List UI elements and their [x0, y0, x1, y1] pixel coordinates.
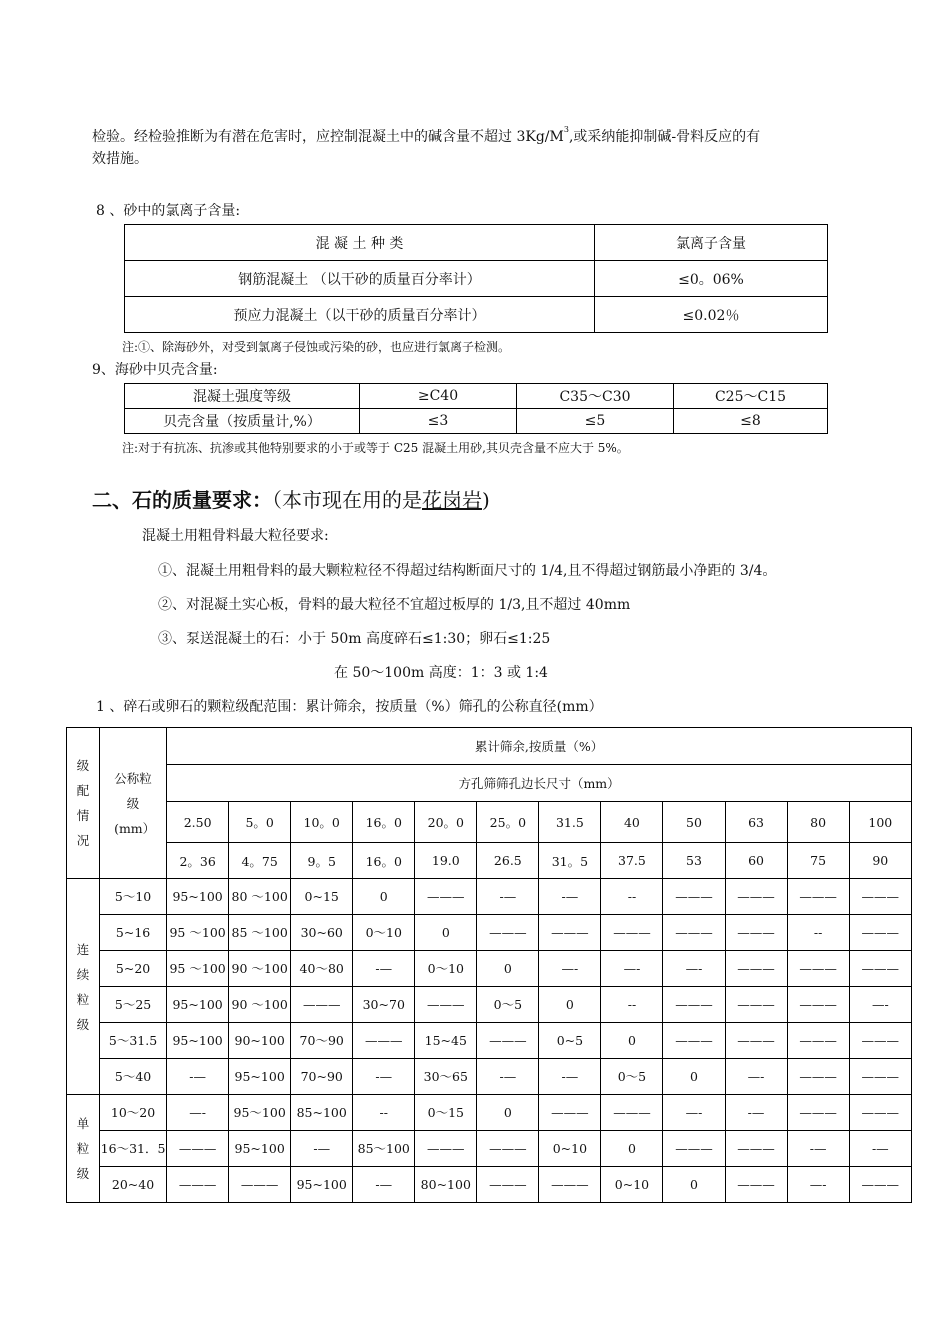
grading-value-cell: 95 ～100 [167, 915, 229, 951]
grading-value-cell: ——— [663, 987, 725, 1023]
sieve-size-cell: 4。75 [229, 843, 291, 879]
grading-value-cell: ——— [725, 1131, 787, 1167]
stone-item-3: ③、泵送混凝土的石：小于 50m 高度碎石≤1:30；卵石≤1:25 [158, 631, 551, 647]
grading-value-cell: ——— [787, 1023, 849, 1059]
grading-row [67, 987, 912, 1023]
grading-value-cell: 0 [539, 987, 601, 1023]
grading-value-cell: 90~100 [229, 1023, 291, 1059]
grading-value-cell: ——— [477, 915, 539, 951]
grading-value-cell: ——— [849, 1167, 911, 1203]
grading-table [66, 727, 912, 1203]
chloride-cell: 预应力混凝土（以干砂的质量百分率计） [125, 297, 595, 333]
grading-value-cell: ——— [353, 1023, 415, 1059]
sieve-size-cell: 100 [849, 802, 911, 843]
grading-value-cell: 70～90 [291, 1023, 353, 1059]
grading-value-cell: 0 [601, 1023, 663, 1059]
grading-row [67, 1023, 912, 1059]
grading-value-cell: ——— [849, 1059, 911, 1095]
grading-value-cell: 0～10 [415, 951, 477, 987]
sieve-size-cell: 9。5 [291, 843, 353, 879]
grading-row [67, 1167, 912, 1203]
sieve-size-cell: 16。0 [353, 802, 415, 843]
grading-value-cell: -— [477, 1059, 539, 1095]
grading-value-cell: ——— [787, 951, 849, 987]
grading-value-cell: ——— [787, 879, 849, 915]
grading-value-cell: 95~100 [167, 1023, 229, 1059]
grading-value-cell: 80~100 [415, 1167, 477, 1203]
grading-value-cell: -— [353, 951, 415, 987]
grading-value-cell: ——— [601, 915, 663, 951]
intro-paragraph [92, 126, 892, 170]
grading-value-cell: ——— [539, 915, 601, 951]
shell-cell: C25～C15 [674, 384, 828, 409]
grading-value-cell: 30~70 [353, 987, 415, 1023]
grading-row [67, 879, 912, 915]
grading-size-cell: 5～31.5 [100, 1023, 167, 1059]
sieve-row-1 [67, 802, 912, 843]
sieve-size-cell: 80 [787, 802, 849, 843]
grading-value-cell: -— [725, 1095, 787, 1131]
grading-value-cell: ——— [725, 1023, 787, 1059]
grading-title: 1 、碎石或卵石的颗粒级配范围：累计筛余，按质量（%）筛孔的公称直径(mm） [96, 699, 603, 715]
grading-value-cell: 85~100 [291, 1095, 353, 1131]
stone-heading-main: 二、石的质量要求： [92, 488, 272, 512]
header-cumulative: 累计筛余,按质量（%） [167, 728, 912, 765]
grading-value-cell: -— [167, 1059, 229, 1095]
grading-value-cell: 15~45 [415, 1023, 477, 1059]
grading-value-cell: 95~100 [229, 1131, 291, 1167]
grading-value-cell: ——— [167, 1167, 229, 1203]
grading-body [67, 879, 912, 1203]
grading-value-cell: ——— [725, 951, 787, 987]
grading-value-cell: 30～65 [415, 1059, 477, 1095]
grading-value-cell: ——— [539, 1167, 601, 1203]
grading-value-cell: —- [849, 987, 911, 1023]
grading-value-cell: ——— [787, 1059, 849, 1095]
grading-size-cell: 5～40 [100, 1059, 167, 1095]
grading-value-cell: -- [601, 987, 663, 1023]
shell-cell: 贝壳含量（按质量计,%） [125, 409, 360, 434]
intro-line-2: 效措施。 [92, 151, 148, 167]
sec9-title: 9、海砂中贝壳含量: [92, 362, 218, 378]
sieve-size-cell: 2。36 [167, 843, 229, 879]
sec9-note: 注:对于有抗冻、抗渗或其他特别要求的小于或等于 C25 混凝土用砂,其贝壳含量不应大于 5%。 [122, 441, 629, 455]
sieve-size-cell: 37.5 [601, 843, 663, 879]
grading-value-cell: ——— [849, 1095, 911, 1131]
grading-value-cell: ——— [849, 879, 911, 915]
grading-value-cell: 0 [663, 1167, 725, 1203]
grading-value-cell: 0 [415, 915, 477, 951]
sec8-note: 注:①、除海砂外，对受到氯离子侵蚀或污染的砂，也应进行氯离子检测。 [122, 340, 511, 354]
grading-value-cell: —- [167, 1095, 229, 1131]
grading-value-cell: ——— [725, 915, 787, 951]
grading-value-cell: 0~15 [291, 879, 353, 915]
grading-value-cell: ——— [725, 879, 787, 915]
chloride-cell: 钢筋混凝土 （以干砂的质量百分率计） [125, 261, 595, 297]
grading-value-cell: —- [787, 1167, 849, 1203]
group-continuous: 连续粒级 [67, 879, 100, 1095]
grading-value-cell: -— [539, 1059, 601, 1095]
grading-value-cell: ——— [415, 879, 477, 915]
intro-line-1: 检验。经检验推断为有潜在危害时，应控制混凝土中的碱含量不超过 $3Kg/M^3$,或采纳能抑制碱-骨料反应的有 [92, 125, 761, 145]
grading-value-cell: -- [601, 879, 663, 915]
grading-value-cell: —- [725, 1059, 787, 1095]
grading-value-cell: -- [787, 915, 849, 951]
shell-cell: ≤8 [674, 409, 828, 434]
sieve-size-cell: 31。5 [539, 843, 601, 879]
grading-value-cell: ——— [787, 987, 849, 1023]
grading-value-cell: 95~100 [167, 879, 229, 915]
grading-value-cell: 0～5 [601, 1059, 663, 1095]
sec8-title: 8 、砂中的氯离子含量: [96, 203, 241, 219]
grading-value-cell: 30~60 [291, 915, 353, 951]
superscript: 3 [563, 125, 569, 134]
stone-item-3b: 在 50～100m 高度：1：3 或 1:4 [334, 665, 548, 681]
grading-value-cell: 0~10 [601, 1167, 663, 1203]
sieve-size-cell: 63 [725, 802, 787, 843]
grading-value-cell: ——— [849, 951, 911, 987]
grading-value-cell: 70~90 [291, 1059, 353, 1095]
grading-value-cell: -— [849, 1131, 911, 1167]
shell-cell: ≥C40 [360, 384, 517, 409]
header-size: 公称粒级(mm） [100, 728, 167, 879]
grading-size-cell: 5~16 [100, 915, 167, 951]
chloride-header-type: 混 凝 土 种 类 [125, 225, 595, 261]
sieve-size-cell: 25。0 [477, 802, 539, 843]
chloride-cell: ≤0.02％ [595, 297, 828, 333]
shell-table [124, 383, 828, 434]
grading-size-cell: 5～25 [100, 987, 167, 1023]
grading-value-cell: -— [353, 1167, 415, 1203]
grading-value-cell: -— [291, 1131, 353, 1167]
grading-size-cell: 10～20 [100, 1095, 167, 1131]
grading-value-cell: —- [663, 951, 725, 987]
grading-value-cell: ——— [663, 1131, 725, 1167]
grading-row [67, 915, 912, 951]
grading-size-cell: 5~20 [100, 951, 167, 987]
header-sieve: 方孔筛筛孔边长尺寸（mm） [167, 765, 912, 802]
grading-value-cell: 90 ～100 [229, 987, 291, 1023]
grading-size-cell: 5～10 [100, 879, 167, 915]
sieve-size-cell: 53 [663, 843, 725, 879]
grading-size-cell: 16～31．5 [100, 1131, 167, 1167]
sieve-size-cell: 31.5 [539, 802, 601, 843]
grading-value-cell: ——— [849, 1023, 911, 1059]
shell-cell: 混凝土强度等级 [125, 384, 360, 409]
grading-value-cell: ——— [849, 915, 911, 951]
shell-cell: ≤3 [360, 409, 517, 434]
sieve-size-cell: 2.50 [167, 802, 229, 843]
grading-value-cell: ——— [787, 1095, 849, 1131]
grading-value-cell: ——— [167, 1131, 229, 1167]
grading-value-cell: —- [539, 951, 601, 987]
grading-value-cell: ——— [663, 1023, 725, 1059]
sieve-size-cell: 75 [787, 843, 849, 879]
sieve-size-cell: 5。0 [229, 802, 291, 843]
chloride-table [124, 224, 828, 333]
grading-value-cell: 0 [353, 879, 415, 915]
grading-value-cell: ——— [477, 1167, 539, 1203]
grading-value-cell: -— [353, 1059, 415, 1095]
grading-value-cell: ——— [725, 987, 787, 1023]
grading-value-cell: 95～100 [229, 1095, 291, 1131]
grading-value-cell: ——— [601, 1095, 663, 1131]
grading-value-cell: -- [353, 1095, 415, 1131]
grading-value-cell: 90 ～100 [229, 951, 291, 987]
grading-row [67, 1059, 912, 1095]
sieve-size-cell: 60 [725, 843, 787, 879]
grading-value-cell: 0～10 [353, 915, 415, 951]
grading-row [67, 1131, 912, 1167]
grading-value-cell: ——— [725, 1167, 787, 1203]
grading-size-cell: 20~40 [100, 1167, 167, 1203]
grading-value-cell: 80 ～100 [229, 879, 291, 915]
sieve-row-2 [67, 843, 912, 879]
grading-value-cell: 95 ～100 [167, 951, 229, 987]
grading-value-cell: —- [663, 1095, 725, 1131]
sieve-size-cell: 10。0 [291, 802, 353, 843]
chloride-header-content: 氯离子含量 [595, 225, 828, 261]
sieve-size-cell: 40 [601, 802, 663, 843]
grading-value-cell: -— [477, 879, 539, 915]
grading-value-cell: ——— [663, 879, 725, 915]
grading-value-cell: ——— [415, 987, 477, 1023]
grading-value-cell: 0～15 [415, 1095, 477, 1131]
grading-value-cell: ——— [477, 1131, 539, 1167]
shell-cell: C35～C30 [517, 384, 674, 409]
grading-value-cell: ——— [477, 1023, 539, 1059]
grading-value-cell: 85 ～100 [229, 915, 291, 951]
grading-value-cell: ——— [539, 1095, 601, 1131]
grading-value-cell: 0 [477, 1095, 539, 1131]
sieve-size-cell: 90 [849, 843, 911, 879]
granite-underline: 花岗岩 [422, 488, 482, 512]
grading-value-cell: 0~10 [539, 1131, 601, 1167]
sieve-size-cell: 20。0 [415, 802, 477, 843]
grading-value-cell: 95~100 [291, 1167, 353, 1203]
grading-value-cell: -— [539, 879, 601, 915]
grading-value-cell: 0~5 [539, 1023, 601, 1059]
grading-value-cell: 0 [601, 1131, 663, 1167]
grading-value-cell: 0～5 [477, 987, 539, 1023]
grading-value-cell: ——— [663, 915, 725, 951]
grading-value-cell: —- [601, 951, 663, 987]
sieve-size-cell: 19.0 [415, 843, 477, 879]
chloride-cell: ≤0。06% [595, 261, 828, 297]
group-single: 单粒级 [67, 1095, 100, 1203]
stone-heading: 二、石的质量要求：（本市现在用的是花岗岩) [92, 488, 490, 512]
sieve-size-cell: 26.5 [477, 843, 539, 879]
grading-value-cell: 40～80 [291, 951, 353, 987]
sieve-size-cell: 50 [663, 802, 725, 843]
grading-value-cell: 95~100 [229, 1059, 291, 1095]
grading-value-cell: ——— [291, 987, 353, 1023]
shell-cell: ≤5 [517, 409, 674, 434]
grading-value-cell: 95~100 [167, 987, 229, 1023]
grading-value-cell: ——— [415, 1131, 477, 1167]
header-situation: 级配情况 [67, 728, 100, 879]
grading-value-cell: -— [787, 1131, 849, 1167]
grading-row [67, 1095, 912, 1131]
grading-value-cell: 0 [663, 1059, 725, 1095]
stone-subtitle: 混凝土用粗骨料最大粒径要求: [142, 528, 329, 544]
sieve-size-cell: 16。0 [353, 843, 415, 879]
grading-row [67, 951, 912, 987]
stone-item-1: ①、混凝土用粗骨料的最大颗粒粒径不得超过结构断面尺寸的 1/4,且不得超过钢筋最小净距的 3/4。 [158, 563, 777, 579]
stone-item-2: ②、对混凝土实心板，骨料的最大粒径不宜超过板厚的 1/3,且不超过 40mm [158, 597, 631, 613]
grading-value-cell: 85～100 [353, 1131, 415, 1167]
grading-value-cell: 0 [477, 951, 539, 987]
grading-value-cell: ——— [229, 1167, 291, 1203]
